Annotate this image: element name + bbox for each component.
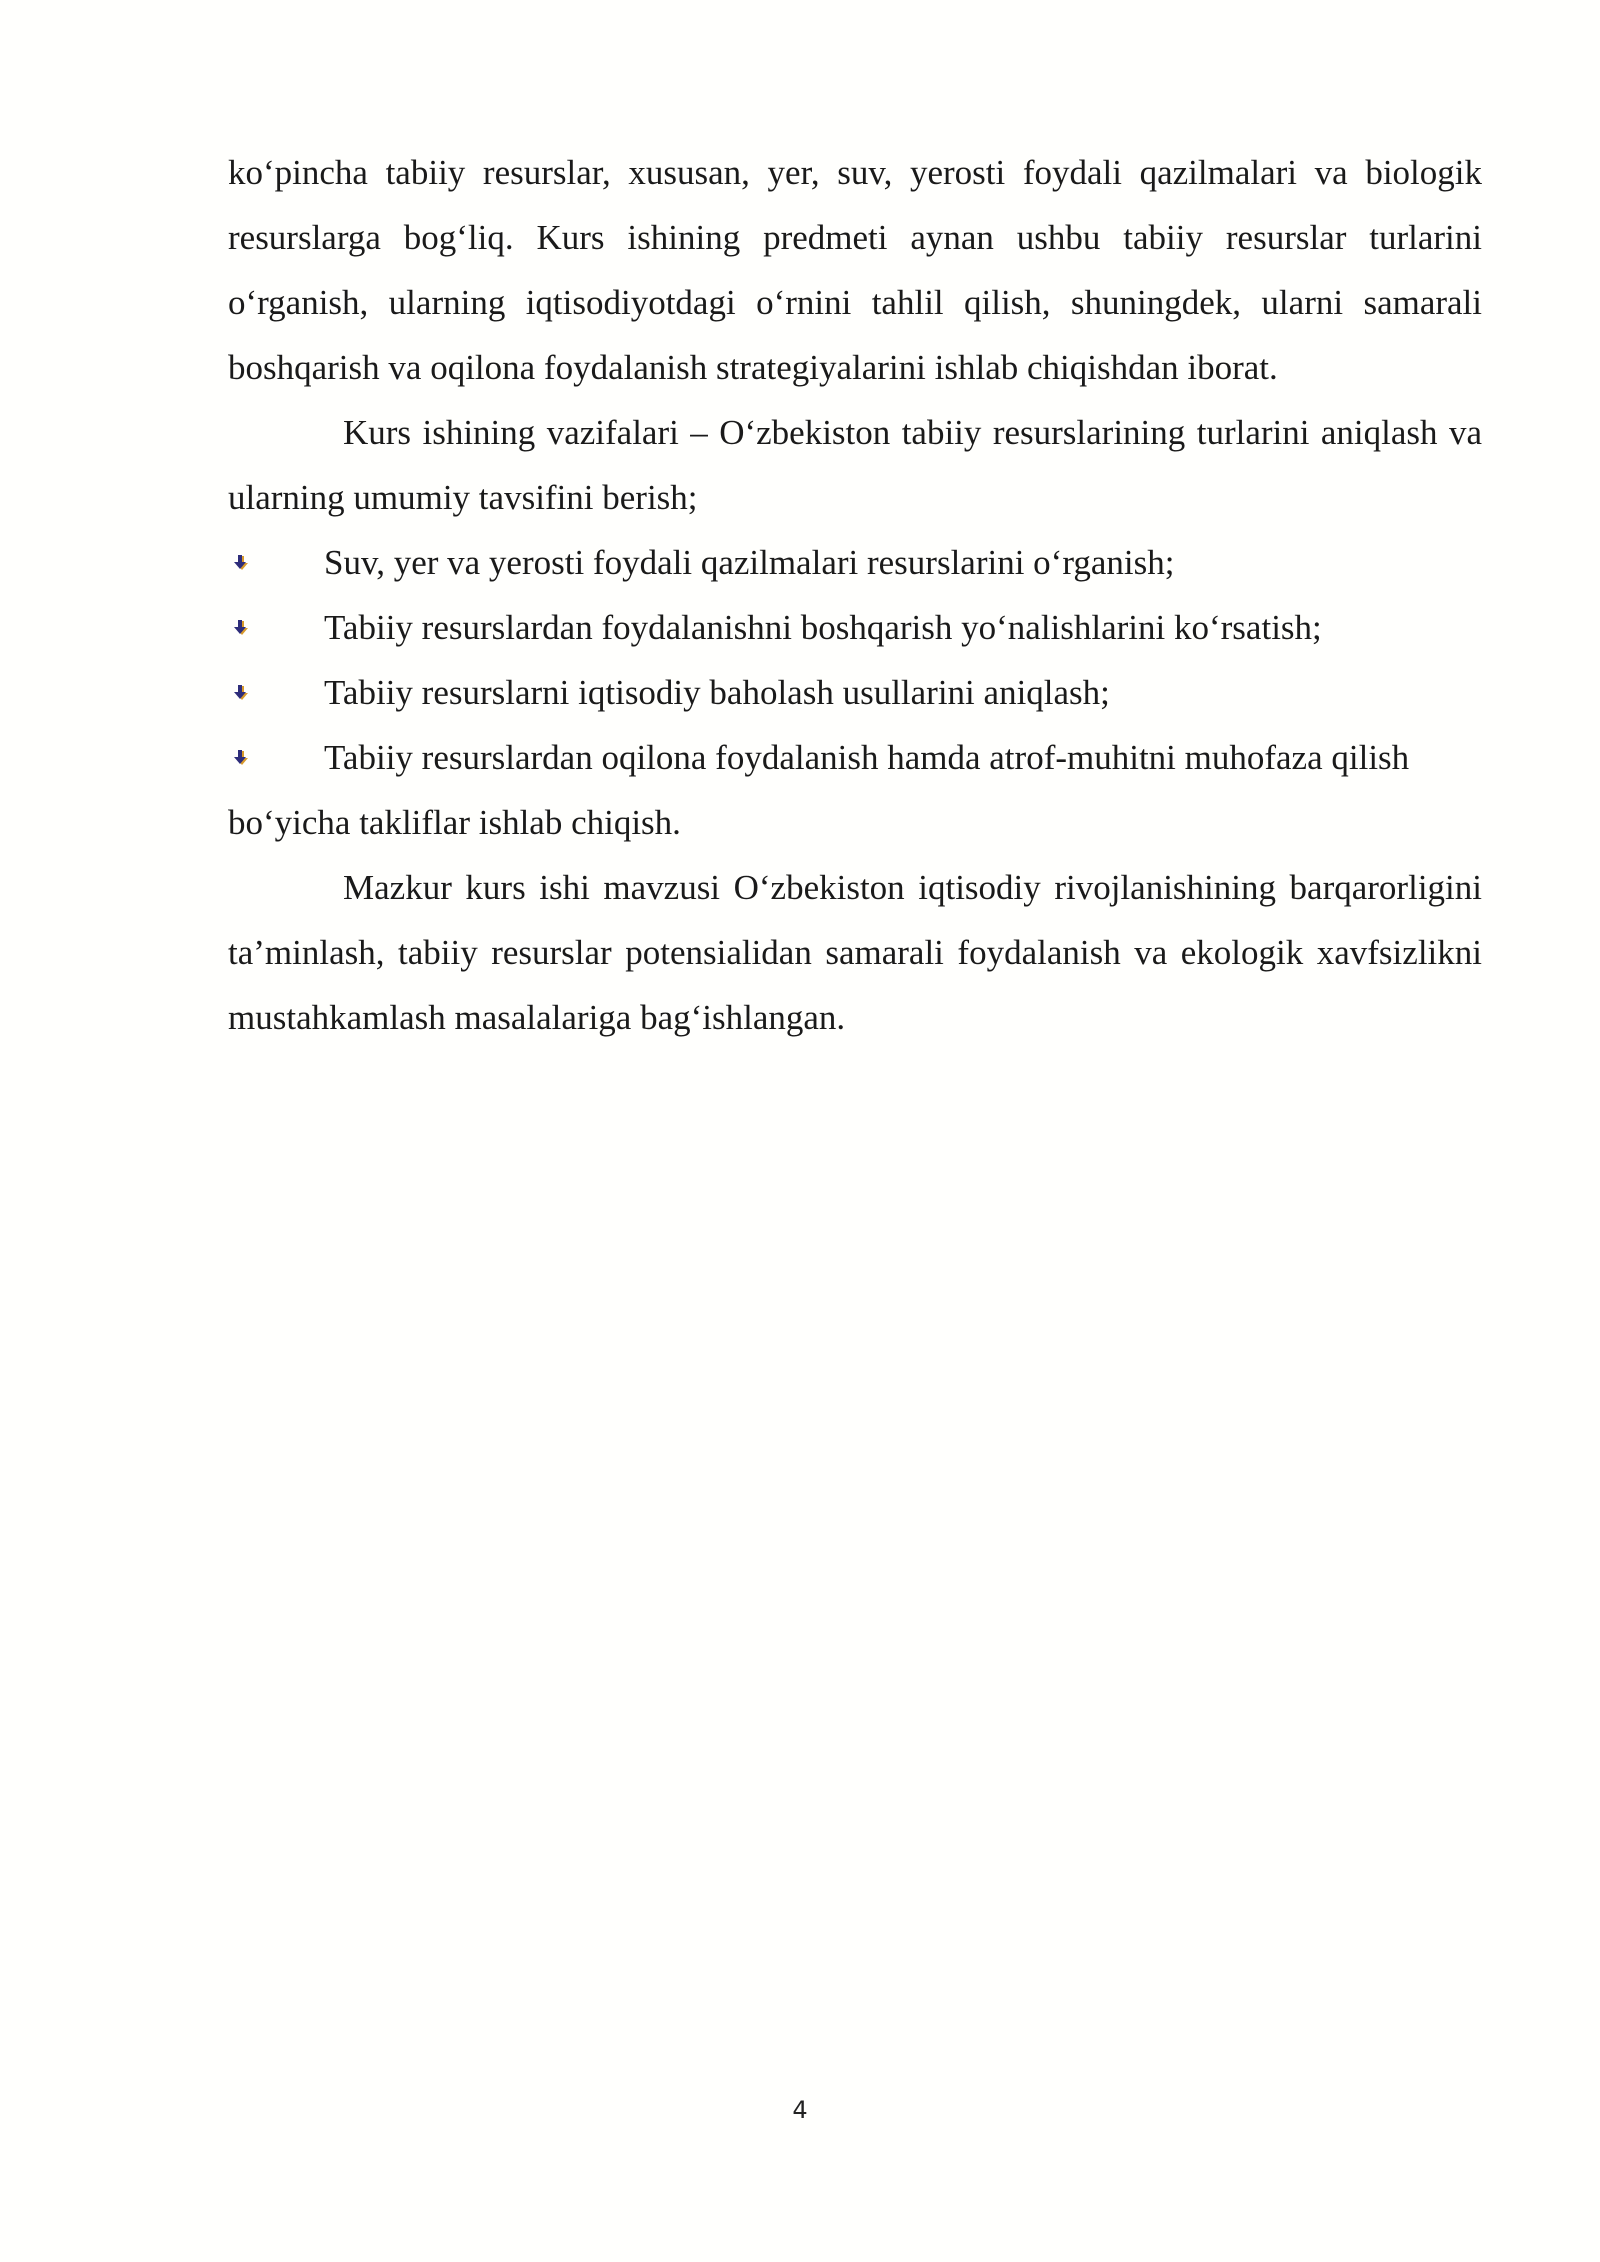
list-item [228, 660, 1482, 725]
list-item-text: Tabiiy resurslardan foydalanishni boshqarish yo‘nalishlarini ko‘rsatish; [324, 608, 1322, 647]
list-item [228, 595, 1482, 660]
down-arrow-bullet-icon [232, 749, 250, 767]
down-arrow-bullet-icon [232, 619, 250, 637]
down-arrow-bullet-icon [232, 554, 250, 572]
list-item-text: Suv, yer va yerosti foydali qazilmalari resurslarini o‘rganish; [324, 543, 1175, 582]
paragraph-tasks: Kurs ishining vazifalari – O‘zbekiston tabiiy resurslarining turlarini aniqlash va ularning umumiy tavsifini berish; [228, 413, 1482, 517]
list-item [228, 530, 1482, 595]
list-item-text: Tabiiy resurslarni iqtisodiy baholash usullarini aniqlash; [324, 673, 1110, 712]
page-number: 4 [792, 2096, 808, 2124]
paragraph-subject: ko‘pincha tabiiy resurslar, xususan, yer, suv, yerosti foydali qazilmalari va biologik resurslarga bog‘liq. Kurs ishining predmeti aynan ushbu tabiiy resurslar turlarini o‘rganish, ularning iqtisodiyotdagi o‘rnini tahlil qilish, shuningdek, ularni samarali boshqarish va oqilona foydalanish strategiyalarini ishlab chiqishdan iborat. [228, 153, 1482, 387]
list-item-text: Tabiiy resurslardan oqilona foydalanish hamda atrof-muhitni muhofaza qilish bo‘yicha takliflar ishlab chiqish. [228, 738, 1410, 842]
down-arrow-bullet-icon [232, 684, 250, 702]
document-body [228, 140, 1482, 1050]
list-item [228, 725, 1482, 855]
paragraph-topic: Mazkur kurs ishi mavzusi O‘zbekiston iqtisodiy rivojlanishining barqarorligini ta’minlash, tabiiy resurslar potensialidan samarali foydalanish va ekologik xavfsizlikni mustahkamlash masalalariga bag‘ishlangan. [228, 868, 1482, 1037]
